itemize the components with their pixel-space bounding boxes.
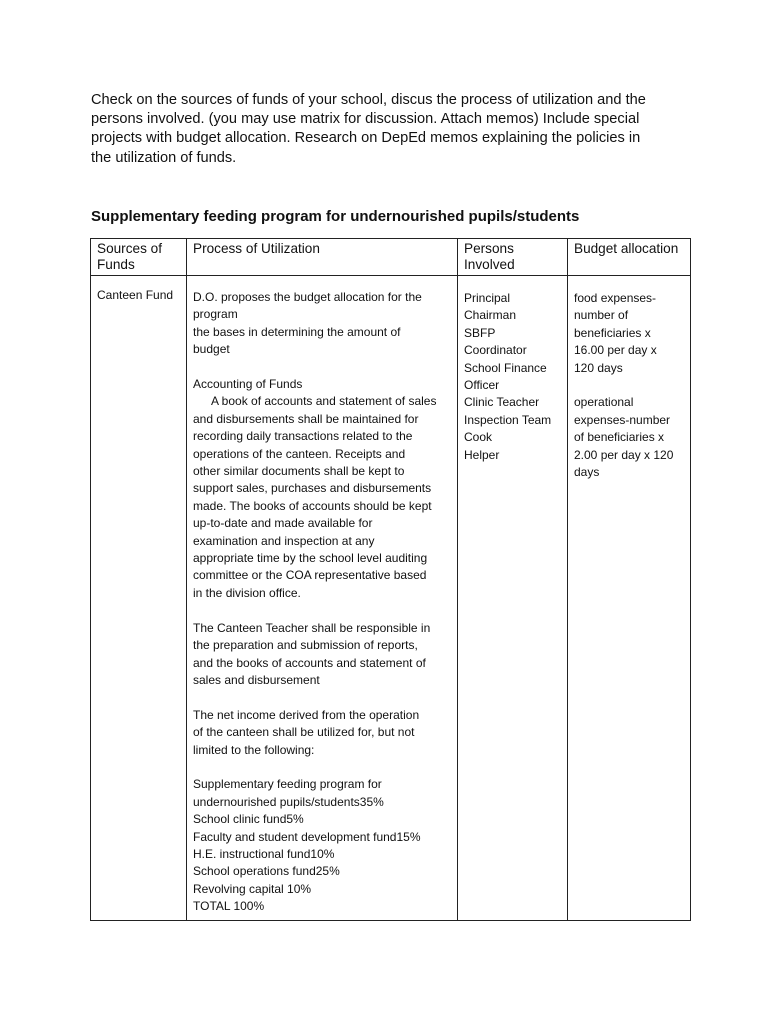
person-line: Inspection Team	[464, 412, 552, 427]
table-header-row	[91, 239, 691, 276]
process-line: limited to the following:	[193, 742, 315, 757]
process-line: A book of accounts and statement of sales	[211, 394, 437, 409]
process-line: and disbursements shall be maintained for	[193, 411, 419, 426]
process-spacer	[193, 689, 451, 706]
section-heading: Supplementary feeding program for undernourished pupils/students	[91, 208, 580, 225]
process-line: Supplementary feeding program for	[193, 777, 382, 792]
budget-line: operational	[574, 395, 634, 410]
process-line: The net income derived from the operation	[193, 707, 420, 722]
process-line: up-to-date and made available for	[193, 516, 373, 531]
process-line: other similar documents shall be kept to	[193, 464, 405, 479]
intro-paragraph	[91, 91, 691, 168]
budget-line: days	[574, 465, 600, 480]
budget-line: beneficiaries x	[574, 325, 651, 340]
budget-line: food expenses-	[574, 291, 657, 305]
process-line: operations of the canteen. Receipts and	[193, 446, 406, 461]
person-line: Coordinator	[464, 343, 527, 358]
process-line: the preparation and submission of reports,	[193, 638, 418, 653]
cell-persons	[458, 276, 568, 921]
intro-line: projects with budget allocation. Research on DepEd memos explaining the policies in	[91, 130, 641, 147]
budget-line: expenses-number	[574, 412, 671, 427]
process-line: School clinic fund5%	[193, 812, 304, 827]
person-line: Clinic Teacher	[464, 395, 540, 410]
budget-line: 16.00 per day x	[574, 343, 657, 358]
table-row	[91, 276, 691, 921]
process-line: the bases in determining the amount of	[193, 324, 401, 339]
person-line: Chairman	[464, 308, 517, 323]
process-spacer	[193, 359, 451, 376]
process-line: committee or the COA representative based	[193, 568, 427, 583]
process-line: sales and disbursement	[193, 672, 320, 687]
person-line: School Finance	[464, 360, 547, 375]
person-line: Cook	[464, 430, 493, 445]
process-spacer	[193, 759, 451, 776]
process-line: The Canteen Teacher shall be responsible in	[193, 620, 431, 635]
process-line: D.O. proposes the budget allocation for the	[193, 290, 422, 304]
process-line: recording daily transactions related to the	[193, 429, 413, 444]
process-line: of the canteen shall be utilized for, but not	[193, 725, 415, 740]
process-line: School operations fund25%	[193, 864, 340, 879]
header-budget-allocation: Budget allocation	[568, 239, 691, 276]
person-line: SBFP	[464, 325, 496, 340]
budget-line: of beneficiaries x	[574, 430, 665, 445]
process-line: Revolving capital 10%	[193, 881, 312, 896]
source-name: Canteen Fund	[97, 288, 174, 302]
process-line: examination and inspection at any	[193, 533, 375, 548]
cell-budget	[568, 276, 691, 921]
process-line: and the books of accounts and statement of	[193, 655, 426, 670]
person-line: Helper	[464, 447, 500, 462]
process-line: made. The books of accounts should be kept	[193, 498, 432, 513]
process-line: Accounting of Funds	[193, 377, 303, 392]
person-line: Principal	[464, 291, 511, 305]
budget-line: 2.00 per day x 120	[574, 447, 674, 462]
budget-line: 120 days	[574, 360, 623, 375]
header-sources-of-funds: Sources of Funds	[91, 239, 187, 276]
process-line: H.E. instructional fund10%	[193, 846, 335, 861]
process-line: budget	[193, 342, 230, 357]
intro-line: the utilization of funds.	[91, 149, 237, 166]
process-line: appropriate time by the school level auditing	[193, 551, 428, 566]
cell-source	[91, 276, 187, 921]
header-persons-involved: Persons Involved	[458, 239, 568, 276]
funds-matrix-table	[90, 238, 691, 921]
person-line: Officer	[464, 378, 500, 393]
process-spacer	[193, 602, 451, 619]
cell-process	[187, 276, 458, 921]
process-line: program	[193, 307, 238, 322]
process-line: in the division office.	[193, 585, 301, 600]
process-line: support sales, purchases and disbursements	[193, 481, 432, 496]
intro-line: persons involved. (you may use matrix for discussion. Attach memos) Include special	[91, 111, 640, 128]
intro-line: Check on the sources of funds of your school, discus the process of utilization and the	[91, 92, 646, 108]
process-line: Faculty and student development fund15%	[193, 829, 421, 844]
budget-spacer	[574, 377, 684, 394]
process-line: TOTAL 100%	[193, 899, 265, 914]
header-process-of-utilization: Process of Utilization	[187, 239, 458, 276]
process-line: undernourished pupils/students35%	[193, 794, 384, 809]
budget-line: number of	[574, 308, 629, 323]
